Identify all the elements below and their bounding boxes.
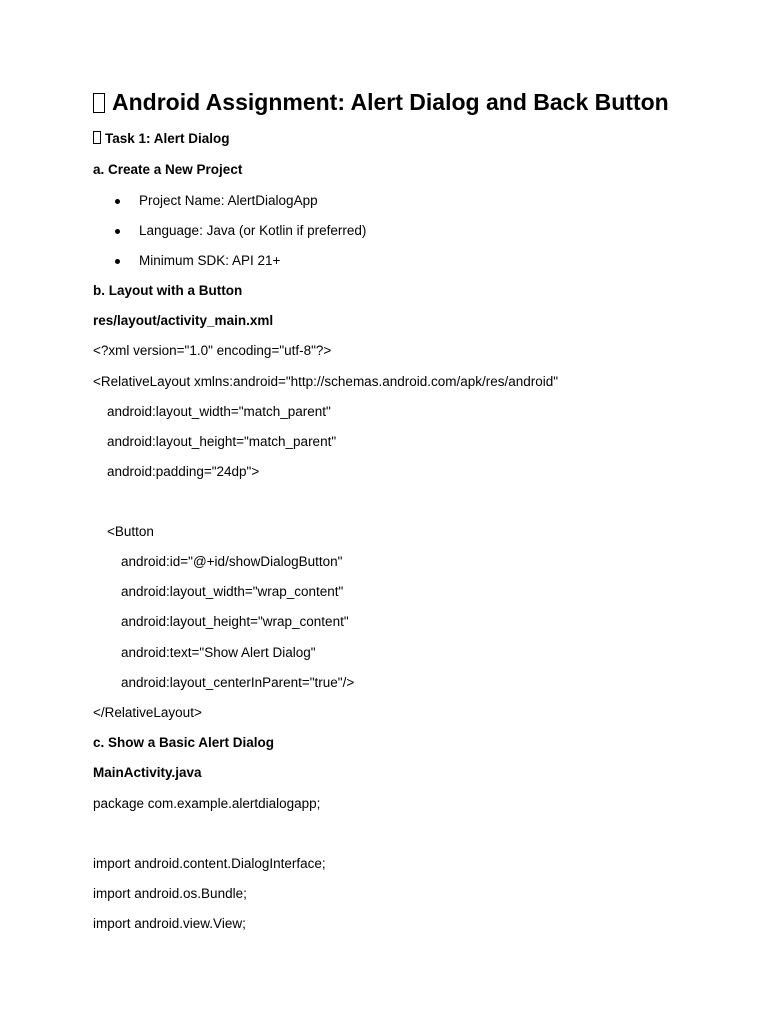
bullet-item: Language: Java (or Kotlin if preferred) <box>139 223 367 238</box>
task1-heading-text: Task 1: Alert Dialog <box>105 131 230 146</box>
java-line: import android.view.View; <box>93 916 246 931</box>
java-line: import android.os.Bundle; <box>93 886 247 901</box>
xml-line: <Button <box>107 524 154 539</box>
document-title-text: Android Assignment: Alert Dialog and Back Button <box>112 89 669 115</box>
missing-glyph-icon <box>93 93 105 113</box>
bullet-marker <box>115 229 120 234</box>
xml-line: </RelativeLayout> <box>93 705 202 720</box>
bullet-item: Minimum SDK: API 21+ <box>139 253 281 268</box>
document-title <box>93 87 669 117</box>
xml-line: <?xml version="1.0" encoding="utf-8"?> <box>93 343 332 358</box>
section-c-heading: c. Show a Basic Alert Dialog <box>93 735 275 750</box>
section-a-heading: a. Create a New Project <box>93 162 243 177</box>
section-b-heading: b. Layout with a Button <box>93 283 243 298</box>
xml-line: android:layout_width="match_parent" <box>107 404 331 419</box>
missing-glyph-icon <box>93 131 101 144</box>
xml-line: android:layout_width="wrap_content" <box>121 584 344 599</box>
task1-heading <box>93 130 230 148</box>
bullet-item: Project Name: AlertDialogApp <box>139 193 318 208</box>
xml-line: android:layout_height="match_parent" <box>107 434 337 449</box>
xml-line: <RelativeLayout xmlns:android="http://schemas.android.com/apk/res/android" <box>93 374 559 389</box>
xml-line: android:padding="24dp"> <box>107 464 260 479</box>
java-file-heading: MainActivity.java <box>93 765 202 780</box>
java-line: import android.content.DialogInterface; <box>93 856 326 871</box>
java-line: package com.example.alertdialogapp; <box>93 796 321 811</box>
bullet-marker <box>115 199 120 204</box>
xml-line: android:text="Show Alert Dialog" <box>121 645 316 660</box>
xml-line: android:layout_centerInParent="true"/> <box>121 675 355 690</box>
layout-file-heading: res/layout/activity_main.xml <box>93 313 274 328</box>
xml-line: android:id="@+id/showDialogButton" <box>121 554 343 569</box>
xml-line: android:layout_height="wrap_content" <box>121 614 349 629</box>
bullet-marker <box>115 259 120 264</box>
